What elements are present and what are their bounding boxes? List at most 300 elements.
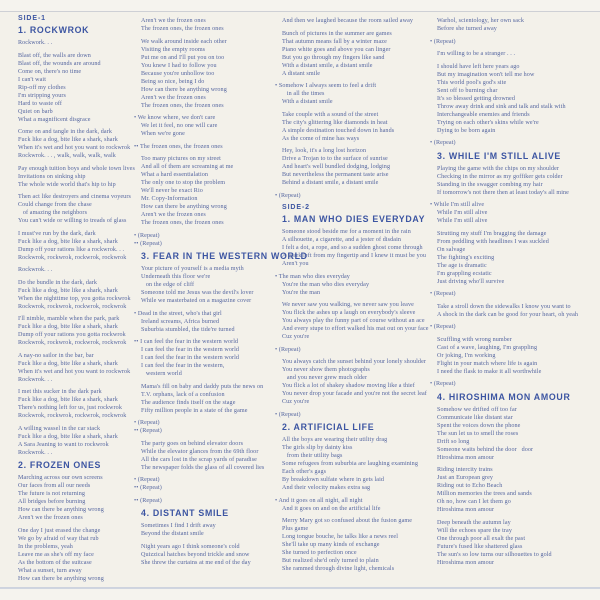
lyric-line: You never drop your facade and you're not the secret leaf — [282, 391, 427, 397]
stanza — [282, 517, 430, 573]
lyric-line: Communicate like distant star — [437, 414, 513, 421]
lyric-line: Dying to be born again — [437, 127, 496, 134]
lyric-line: Drive a Trojan to to the surface of sunrise — [282, 156, 388, 162]
lyric-line: I'm willing to be a stranger . . . — [437, 51, 516, 57]
lyric-line: •• The frozen ones, the frozen ones — [134, 143, 223, 150]
lyric-line: Marching across our own screens — [18, 475, 103, 481]
lyric-line: Take couple with a sound of the street — [282, 111, 379, 118]
lyrics-column-1 — [18, 15, 140, 587]
stanza — [18, 352, 140, 384]
stanza — [134, 338, 282, 378]
lyric-line: The age is dramatic — [437, 262, 487, 269]
lyric-line: T.V. orphans, lack of a confusion — [141, 391, 225, 398]
stanza — [18, 527, 140, 583]
lyric-line: The sun's so low turns our silhouettes to gold — [437, 551, 552, 558]
lyric-line: How can there be anything wrong — [141, 86, 227, 93]
lyric-line: Checking in the mirror as my goffiker gets colder — [437, 173, 563, 180]
lyric-line: Standing in the swagger combing my hair — [437, 181, 543, 188]
lyrics-column-4 — [430, 17, 587, 571]
lyric-line: Million memories the trees and sands — [437, 491, 532, 497]
lyric-line: Sometimes I find I drift away — [141, 523, 216, 529]
lyric-line: Being so nice, being I do — [141, 78, 205, 85]
lyric-line: Hiroshima mon amour — [437, 507, 495, 513]
lyric-line: Hiroshima mon amour — [437, 454, 495, 461]
lyric-line: • (Repeat) — [430, 140, 456, 146]
lyric-line: Beyond the distant smile — [141, 531, 204, 537]
lyric-line: I felt a dot, a rope, and so a sudden ghost come through — [282, 245, 423, 251]
lyric-line: You flick the ashes up a laugh on everybody's sleeve — [282, 310, 416, 316]
lyric-line: Hiroshima mon amour — [437, 559, 495, 566]
lyric-line: And all of them are screaming at me — [141, 164, 234, 170]
lyric-line: The city's glittering like diamonds in heat — [282, 119, 388, 126]
lyric-line: Rockwrok. . . — [18, 376, 53, 383]
lyric-line: Rip-off my clothes — [18, 84, 66, 91]
lyric-line: While I'm still alive — [437, 210, 488, 216]
lyric-line: The girls slip by dainty kiss — [282, 445, 353, 451]
lyric-line: Flight in your match where life is again — [437, 360, 538, 367]
lyric-line: Fuck like a dog, bite like a shark, shark — [18, 287, 118, 294]
lyric-line: Drift so long — [437, 438, 470, 445]
lyric-line: Dump off your rations like a rockwrok. . . — [18, 246, 125, 253]
lyric-line: The frozen ones, the frozen ones — [141, 26, 224, 32]
lyric-line: All the boys are wearing their utility drag — [282, 437, 388, 443]
lyric-line: When it's wet and hot you want to rockwrok — [18, 368, 131, 375]
stanza — [275, 82, 430, 106]
lyric-line: She'll take up many kinds of exchange — [282, 542, 380, 548]
stanza — [18, 128, 140, 160]
lyric-line: I can feel the fear in the western world — [141, 355, 240, 361]
lyric-line: Visiting the empty rooms — [141, 46, 206, 53]
lyric-line: We let it feel, no one will care — [141, 123, 218, 129]
lyric-line: The frozen ones, the frozen ones — [141, 102, 224, 109]
song-title: 3. FEAR IN THE WESTERN WORLD — [141, 251, 308, 261]
lyric-line: Aren't we the frozen ones — [141, 94, 206, 101]
stanza — [141, 38, 282, 110]
lyric-line: Too many pictures on my street — [141, 156, 221, 162]
stanza — [18, 52, 140, 124]
lyric-line: • Somehow I always seem to feel a drift — [275, 83, 377, 89]
stanza — [437, 165, 587, 197]
song-title: 4. HIROSHIMA MON AMOUR — [437, 391, 571, 402]
lyric-line: And heart's well bundled dodging, lodging — [282, 164, 391, 170]
lyric-line: Rockwrok, rockwrok, rockwrok, rockwrok — [18, 413, 127, 419]
lyric-line: • (Repeat) — [134, 477, 160, 483]
lyric-line: •• (Repeat) — [134, 485, 162, 491]
lyric-line: The fighting's exciting — [437, 254, 495, 261]
lyric-line: Oh no, how can I let them go — [437, 499, 511, 505]
song-title: 2. FROZEN ONES — [18, 460, 102, 470]
lyric-line: Piano white goes and above you can linger — [282, 46, 391, 53]
stanza — [430, 139, 587, 147]
lyric-line: With a distant smile — [282, 99, 333, 105]
lyric-line: She rammed through divine light, chemicals — [282, 566, 395, 572]
lyric-line: The sun let us to smell the roses — [437, 430, 519, 437]
lyric-line: Come on and tangle in the dark, dark — [18, 129, 112, 135]
lyric-line: Suburbia stumbled, the tide're turned — [141, 326, 235, 333]
lyric-line: Rockwrok. . . — [18, 267, 53, 273]
lyric-line: All the cars lost in the scrap yards of paradise — [141, 456, 257, 463]
lyric-line: A willing wassel in the car stack — [18, 425, 101, 432]
stanza — [282, 301, 430, 341]
lyric-line: Rockwork. . . — [18, 40, 53, 46]
song-title: 1. MAN WHO DIES EVERYDAY — [282, 214, 426, 224]
lyric-line: Someone stood beside me for a moment in the rain — [282, 229, 411, 235]
lyric-line: Before she turned away — [437, 26, 497, 32]
lyric-line: Merry Mary got so confused about the fusion game — [282, 518, 413, 524]
stanza — [437, 230, 587, 286]
stanza — [282, 436, 430, 492]
lyric-line: • (Repeat) — [275, 192, 301, 199]
lyric-line: All bridges before burning — [18, 499, 86, 505]
stanza — [275, 346, 430, 354]
lyric-line: While the elevator glances from the 69th floor — [141, 448, 259, 455]
stanza — [18, 230, 140, 262]
lyric-line: Mama's fill on baby and daddy puts the news on — [141, 383, 264, 390]
lyric-line: One day I just erased the change — [18, 527, 101, 534]
lyric-line: And every stupe to effort walked his mat out on your face — [282, 326, 429, 332]
lyric-line: I should have left here years ago — [437, 63, 520, 70]
lyric-line: The frozen ones, the frozen ones — [141, 220, 224, 226]
lyric-line: While we masterbated on a magazine cover — [141, 298, 252, 304]
stanza — [18, 425, 140, 457]
lyric-line: We never saw you walking, we never saw you leave — [282, 302, 414, 308]
stanza — [437, 63, 587, 135]
lyric-line: Future's fused like shattered glass — [437, 543, 523, 550]
stanza — [282, 111, 430, 143]
lyric-line: • And it goes on all night, all night — [275, 497, 363, 504]
lyric-line: What a hard essentialation — [141, 172, 209, 178]
stanza — [134, 419, 282, 435]
lyric-line: We walk around inside each other — [141, 38, 227, 45]
lyric-line: I can feel the fear in the western world — [141, 347, 240, 353]
lyric-line: And it goes on and on the artificial life — [282, 505, 381, 512]
lyric-line: The audience finds itself on the stage — [141, 399, 236, 406]
stanza — [437, 50, 587, 58]
lyric-line: How can there be anything wrong — [141, 204, 227, 210]
lyric-line: Fuck like a dog, bite like a shark, shark — [18, 137, 118, 143]
lyric-line: The only one to stop the problem — [141, 180, 226, 186]
stanza — [437, 303, 587, 319]
lyric-line: Quizzical hatches beyond trickle and snow — [141, 551, 250, 558]
lyric-line: But realized she'd only turned to plain — [282, 558, 379, 564]
stanza — [437, 17, 587, 33]
stanza — [141, 522, 282, 538]
lyric-line: Warhol, scientology, her own sack — [437, 18, 525, 24]
lyric-line: Rockwrok, rockwrok, rockwrok, rockwrok — [18, 340, 127, 346]
lyric-line: Fuck like a dog, bite like a shark, shark — [18, 397, 118, 403]
lyric-line: You never show them photographs — [282, 367, 370, 373]
lyric-line: Night years ago I think someone's cold — [141, 543, 240, 550]
stanza — [18, 279, 140, 311]
lyric-line: Underneath this floor we're — [141, 274, 211, 280]
lyric-line: Strutting my stuff I'm bragging the damage — [437, 230, 547, 237]
lyric-line: Blast off, the walls are down — [18, 52, 91, 59]
lyric-line: Blast off, the wounds are around — [18, 60, 101, 67]
lyric-line: on the edge of cliff — [141, 282, 195, 288]
lyric-line: It's so blessed getting drowned — [437, 95, 515, 102]
lyric-line: Dump off your rations you gotta rockwrok — [18, 332, 126, 338]
lyric-line: Cuz you're — [282, 334, 310, 340]
lyric-line: When it's wet and hot you want to rockwrok — [18, 145, 131, 151]
lyric-line: Playing the game with the chips on my shoulder — [437, 165, 560, 172]
lyric-line: A distant smile — [282, 70, 321, 77]
lyric-line: You always catch the sunset behind your lonely shoulder — [282, 359, 426, 365]
lyric-line: A shock in the dark can be good for your heart, oh yeah — [437, 311, 579, 318]
lyric-line: What a magnificent disgrace — [18, 116, 91, 123]
lyric-line: How can there be anything wrong — [18, 575, 104, 582]
lyric-line: Leave me as she's off my face — [18, 551, 94, 558]
stanza — [275, 273, 430, 297]
lyric-line: The party goes on behind elevator doors — [141, 440, 244, 447]
stanza — [437, 336, 587, 376]
lyrics-column-3 — [275, 17, 430, 578]
lyric-line: One through poor all exalt the past — [437, 535, 526, 542]
lyric-line: •• (Repeat) — [134, 428, 162, 434]
stanza — [134, 114, 282, 138]
lyric-line: A silhouette, a cigarette, and a jester of disdain — [282, 237, 402, 243]
lyric-line: Just an European grey — [437, 475, 494, 481]
lyric-line: Put me on and I'll put you on too — [141, 54, 225, 61]
lyric-line: You can't wide or willing to treads of glass — [18, 218, 127, 224]
lyric-line: Rockwrok, rockwrok, rockwrok, rockwrok — [18, 254, 127, 261]
lyric-line: Fuck like a dog, bite like a shark, shark — [18, 324, 118, 330]
lyric-line: Long tongue bouche, he talks like a news reel — [282, 534, 399, 540]
lyric-line: • While I'm still alive — [430, 202, 485, 208]
lyric-line: She turned to perfection once — [282, 550, 357, 556]
song-title: 4. DISTANT SMILE — [141, 508, 229, 518]
lyric-line: I must've run by the dark, dark — [18, 230, 96, 237]
lyric-line: Some refugees from suburbia are laughing examining — [282, 461, 418, 467]
lyric-line: You always play the funny part of course without an ace — [282, 318, 425, 324]
lyric-line: Somehow we drifted off too far — [437, 406, 517, 413]
lyric-line: She threw the curtains at me end of the day — [141, 559, 251, 566]
stanza — [430, 323, 587, 331]
lyric-line: I need the flask to make it all worthwhile — [437, 368, 542, 375]
lyric-line: and you never grew much older — [282, 375, 368, 381]
lyric-line: Could change from the chase — [18, 202, 92, 208]
lyric-line: When the nighttime top, you gotta rockwrok — [18, 295, 131, 302]
lyric-line: Cast of a wave, laughing, I'm grappling — [437, 344, 538, 351]
lyric-line: Throw away drink and sink and talk and stalk with — [437, 103, 566, 110]
lyric-line: On salvage — [437, 246, 466, 253]
stanza — [437, 406, 587, 462]
lyric-line: Cuz you're — [282, 399, 310, 405]
stanza — [141, 440, 282, 472]
stanza — [282, 17, 430, 25]
lyric-line: Aren't we the frozen ones — [141, 212, 206, 218]
lyric-line: Aren't you — [282, 261, 309, 267]
lyric-line: from their utility bags — [282, 453, 343, 459]
lyric-line: Invitations on sinking ship — [18, 173, 86, 180]
lyric-line: Sent off to burning char — [437, 87, 498, 94]
lyric-line: Then act like destroyers and cinema voyeurs — [18, 194, 131, 200]
lyric-line: Trying on each other's skins while we're — [437, 119, 539, 126]
lyric-line: You're the man — [282, 289, 321, 296]
stanza — [18, 315, 140, 347]
lyric-line: Rockwrok. . . — [18, 449, 53, 456]
lyric-line: I'm grappling ecstatic — [437, 270, 492, 277]
lyric-line: Ireland screams, Africa burned — [141, 318, 220, 325]
lyric-line: Take a stroll down the sidewalks I know you want to — [437, 303, 571, 310]
lyric-line: Scuffling with wrong number — [437, 336, 512, 343]
lyric-line: Quiet on barb — [18, 108, 53, 115]
lyric-line: Fuck like a dog, bite like a shark, shark — [18, 238, 118, 245]
side-label: SIDE-1 — [18, 15, 46, 22]
lyric-line: Someone waits behind the door door — [437, 446, 534, 453]
stanza — [430, 38, 587, 46]
lyric-line: • (Repeat) — [134, 420, 160, 426]
stanza — [141, 383, 282, 415]
lyric-line: • (Repeat) — [134, 232, 160, 239]
lyric-line: I'm stripping yours — [18, 92, 67, 99]
stanza — [134, 476, 282, 492]
lyric-line: • (Repeat) — [275, 346, 301, 353]
lyric-line: We go by afraid of way that rub — [18, 535, 99, 542]
stanza — [141, 155, 282, 227]
song-title: 1. ROCKWROK — [18, 25, 90, 35]
lyric-line: A Sara Jeaning to want to rockwrok — [18, 441, 109, 448]
lyric-line: As the bottom of the suitcase — [18, 559, 92, 566]
lyric-line: Our faces from all our needs — [18, 483, 91, 489]
stanza — [141, 543, 282, 567]
lyric-line: Someone told me Jesus was the devil's lover — [141, 290, 254, 296]
stanza — [275, 497, 430, 513]
lyric-line: Do the bundle in the dark, dark — [18, 279, 98, 286]
stanza — [430, 380, 587, 388]
lyric-line: Bunch of pictures in the summer are games — [282, 30, 392, 37]
lyric-line: We'll never be exact Rio — [141, 188, 203, 194]
paper-top-edge — [0, 11, 600, 12]
lyric-line: of amazing the neighbors — [18, 210, 88, 216]
lyric-line: That autumn means fall by a winter maze — [282, 38, 387, 45]
lyric-line: western world — [141, 371, 182, 377]
stanza — [430, 201, 587, 225]
lyric-line: • (Repeat) — [430, 324, 456, 330]
lyric-line: Fifty million people in a state of the game — [141, 407, 248, 414]
lyric-line: Riding intercity trains — [437, 467, 493, 473]
lyric-line: Rockwrok. . . , walk, walk, walk, walk — [18, 153, 116, 159]
lyric-line: What a sunset, turn away — [18, 567, 82, 574]
lyric-line: If tomorrow's not there then at least today's all mine — [437, 189, 569, 196]
song-title: 2. ARTIFICIAL LIFE — [282, 422, 375, 432]
lyric-line: I can't wait — [18, 76, 47, 83]
lyric-line: You're the man who dies everyday — [282, 281, 370, 288]
stanza — [282, 30, 430, 78]
lyric-line: • We know where, we don't care — [134, 115, 216, 121]
stanza — [18, 266, 140, 274]
lyric-line: in all the times — [282, 91, 325, 97]
stanza — [134, 497, 282, 505]
lyric-line: Interchangeable enemies and friends — [437, 111, 530, 118]
lyric-line: • The man who dies everyday — [275, 273, 350, 280]
stanza — [134, 310, 282, 334]
lyric-line: Aren't we the frozen ones — [141, 18, 206, 24]
stanza — [141, 265, 282, 305]
lyric-line: As the come of mine has ways — [282, 135, 360, 142]
lyric-line: Each other's gags — [282, 469, 327, 475]
lyric-line: In the problems, yeah — [18, 543, 73, 550]
lyric-line: With a distant smile, a distant smile — [282, 62, 373, 69]
lyric-line: Hard to waste off — [18, 100, 63, 107]
lyric-line: • Dead in the street, who's that girl — [134, 310, 222, 317]
lyric-line: But nevertheless the permanent taste arise — [282, 172, 389, 178]
stanza — [18, 39, 140, 47]
lyric-line: When we're gone — [141, 131, 185, 137]
lyric-line: Just driving who'll survive — [437, 278, 505, 285]
lyric-line: But you go through my fingers like sand — [282, 54, 385, 61]
lyric-line: By breakdown sulfate where in gets laid — [282, 477, 385, 483]
stanza — [282, 358, 430, 406]
lyric-line: Come on, there's no time — [18, 68, 82, 75]
lyric-line: Because you're unhollow too — [141, 70, 215, 77]
lyric-line: From peddling with headlines I was suckled — [437, 238, 549, 245]
stanza — [134, 232, 282, 248]
lyric-line: Spent the voices down the phone — [437, 422, 521, 429]
lyric-line: But my imagination won't tell me how — [437, 71, 535, 78]
lyric-line: Deep beneath the autumn lay — [437, 519, 511, 526]
lyric-line: A spark left from my fingertip and I knew it must be you — [282, 253, 427, 259]
stanza — [282, 147, 430, 187]
lyric-line: • (Repeat) — [430, 381, 456, 387]
lyric-line: Rockwrok, rockwrok, rockwrok, rockwrok — [18, 303, 127, 310]
lyric-line: Will the echoes spare the tray — [437, 527, 513, 534]
lyric-line: Hey, look, it's a long lost horizon — [282, 148, 367, 154]
lyric-line: How can there be anything wrong — [18, 507, 104, 513]
lyric-line: While I'm still alive — [437, 218, 488, 224]
lyric-line: Pay enough tuition boys and whole town lives — [18, 165, 135, 172]
stanza — [134, 143, 282, 151]
lyric-line: A simple destination touched down in hands — [282, 127, 395, 134]
lyric-line: And then we laughed because the room sailed away — [282, 18, 414, 24]
stanza — [18, 474, 140, 522]
lyric-line: I can feel the fear in the western, — [141, 363, 225, 369]
paper-bottom-edge — [0, 587, 600, 589]
lyric-line: The newspaper folds the glass of all covered lies — [141, 464, 265, 471]
lyric-line: Or joking, I'm working — [437, 352, 496, 359]
lyric-line: Behind a distant smile, a distant smile — [282, 180, 379, 186]
lyric-line: •• I can feel the fear in the western world — [134, 339, 239, 345]
lyric-line: This world pool's god's site — [437, 79, 507, 86]
lyric-line: Aren't we the frozen ones — [18, 515, 83, 521]
lyric-line: I met this sucker in the dark park — [18, 389, 102, 395]
lyric-line: • (Repeat) — [430, 38, 456, 45]
lyric-line: Fuck like a dog, bite like a shark, shark — [18, 360, 118, 367]
stanza — [282, 228, 430, 268]
stanza — [275, 411, 430, 419]
stanza — [437, 466, 587, 514]
lyric-line: The whole wide world that's hip to hip — [18, 181, 116, 188]
lyric-line: •• (Repeat) — [134, 497, 162, 504]
lyric-line: Mr. Copy-Information — [141, 196, 198, 202]
lyric-line: And their velocity makes extra sag — [282, 485, 371, 491]
lyric-line: The future is not returning — [18, 491, 86, 497]
stanza — [18, 193, 140, 225]
lyric-line: • (Repeat) — [430, 291, 456, 297]
lyric-line: There's nothing left for us, just rockwrok — [18, 405, 122, 411]
song-title: 3. WHILE I'M STILL ALIVE — [437, 150, 561, 161]
lyric-line: • (Repeat) — [275, 411, 301, 418]
lyric-line: Fuck like a dog, bite like a shark, shark — [18, 433, 118, 440]
lyric-line: •• (Repeat) — [134, 240, 162, 247]
stanza — [437, 519, 587, 567]
lyric-line: A nay-no sailor in the bar, bar — [18, 352, 94, 359]
stanza — [275, 192, 430, 200]
stanza — [18, 388, 140, 420]
lyric-line: You flick a lot of shakey shadow moving like a thief — [282, 383, 415, 389]
stanza — [141, 17, 282, 33]
lyric-line: Your picture of yourself is a media myth — [141, 266, 244, 272]
stanza — [430, 290, 587, 298]
